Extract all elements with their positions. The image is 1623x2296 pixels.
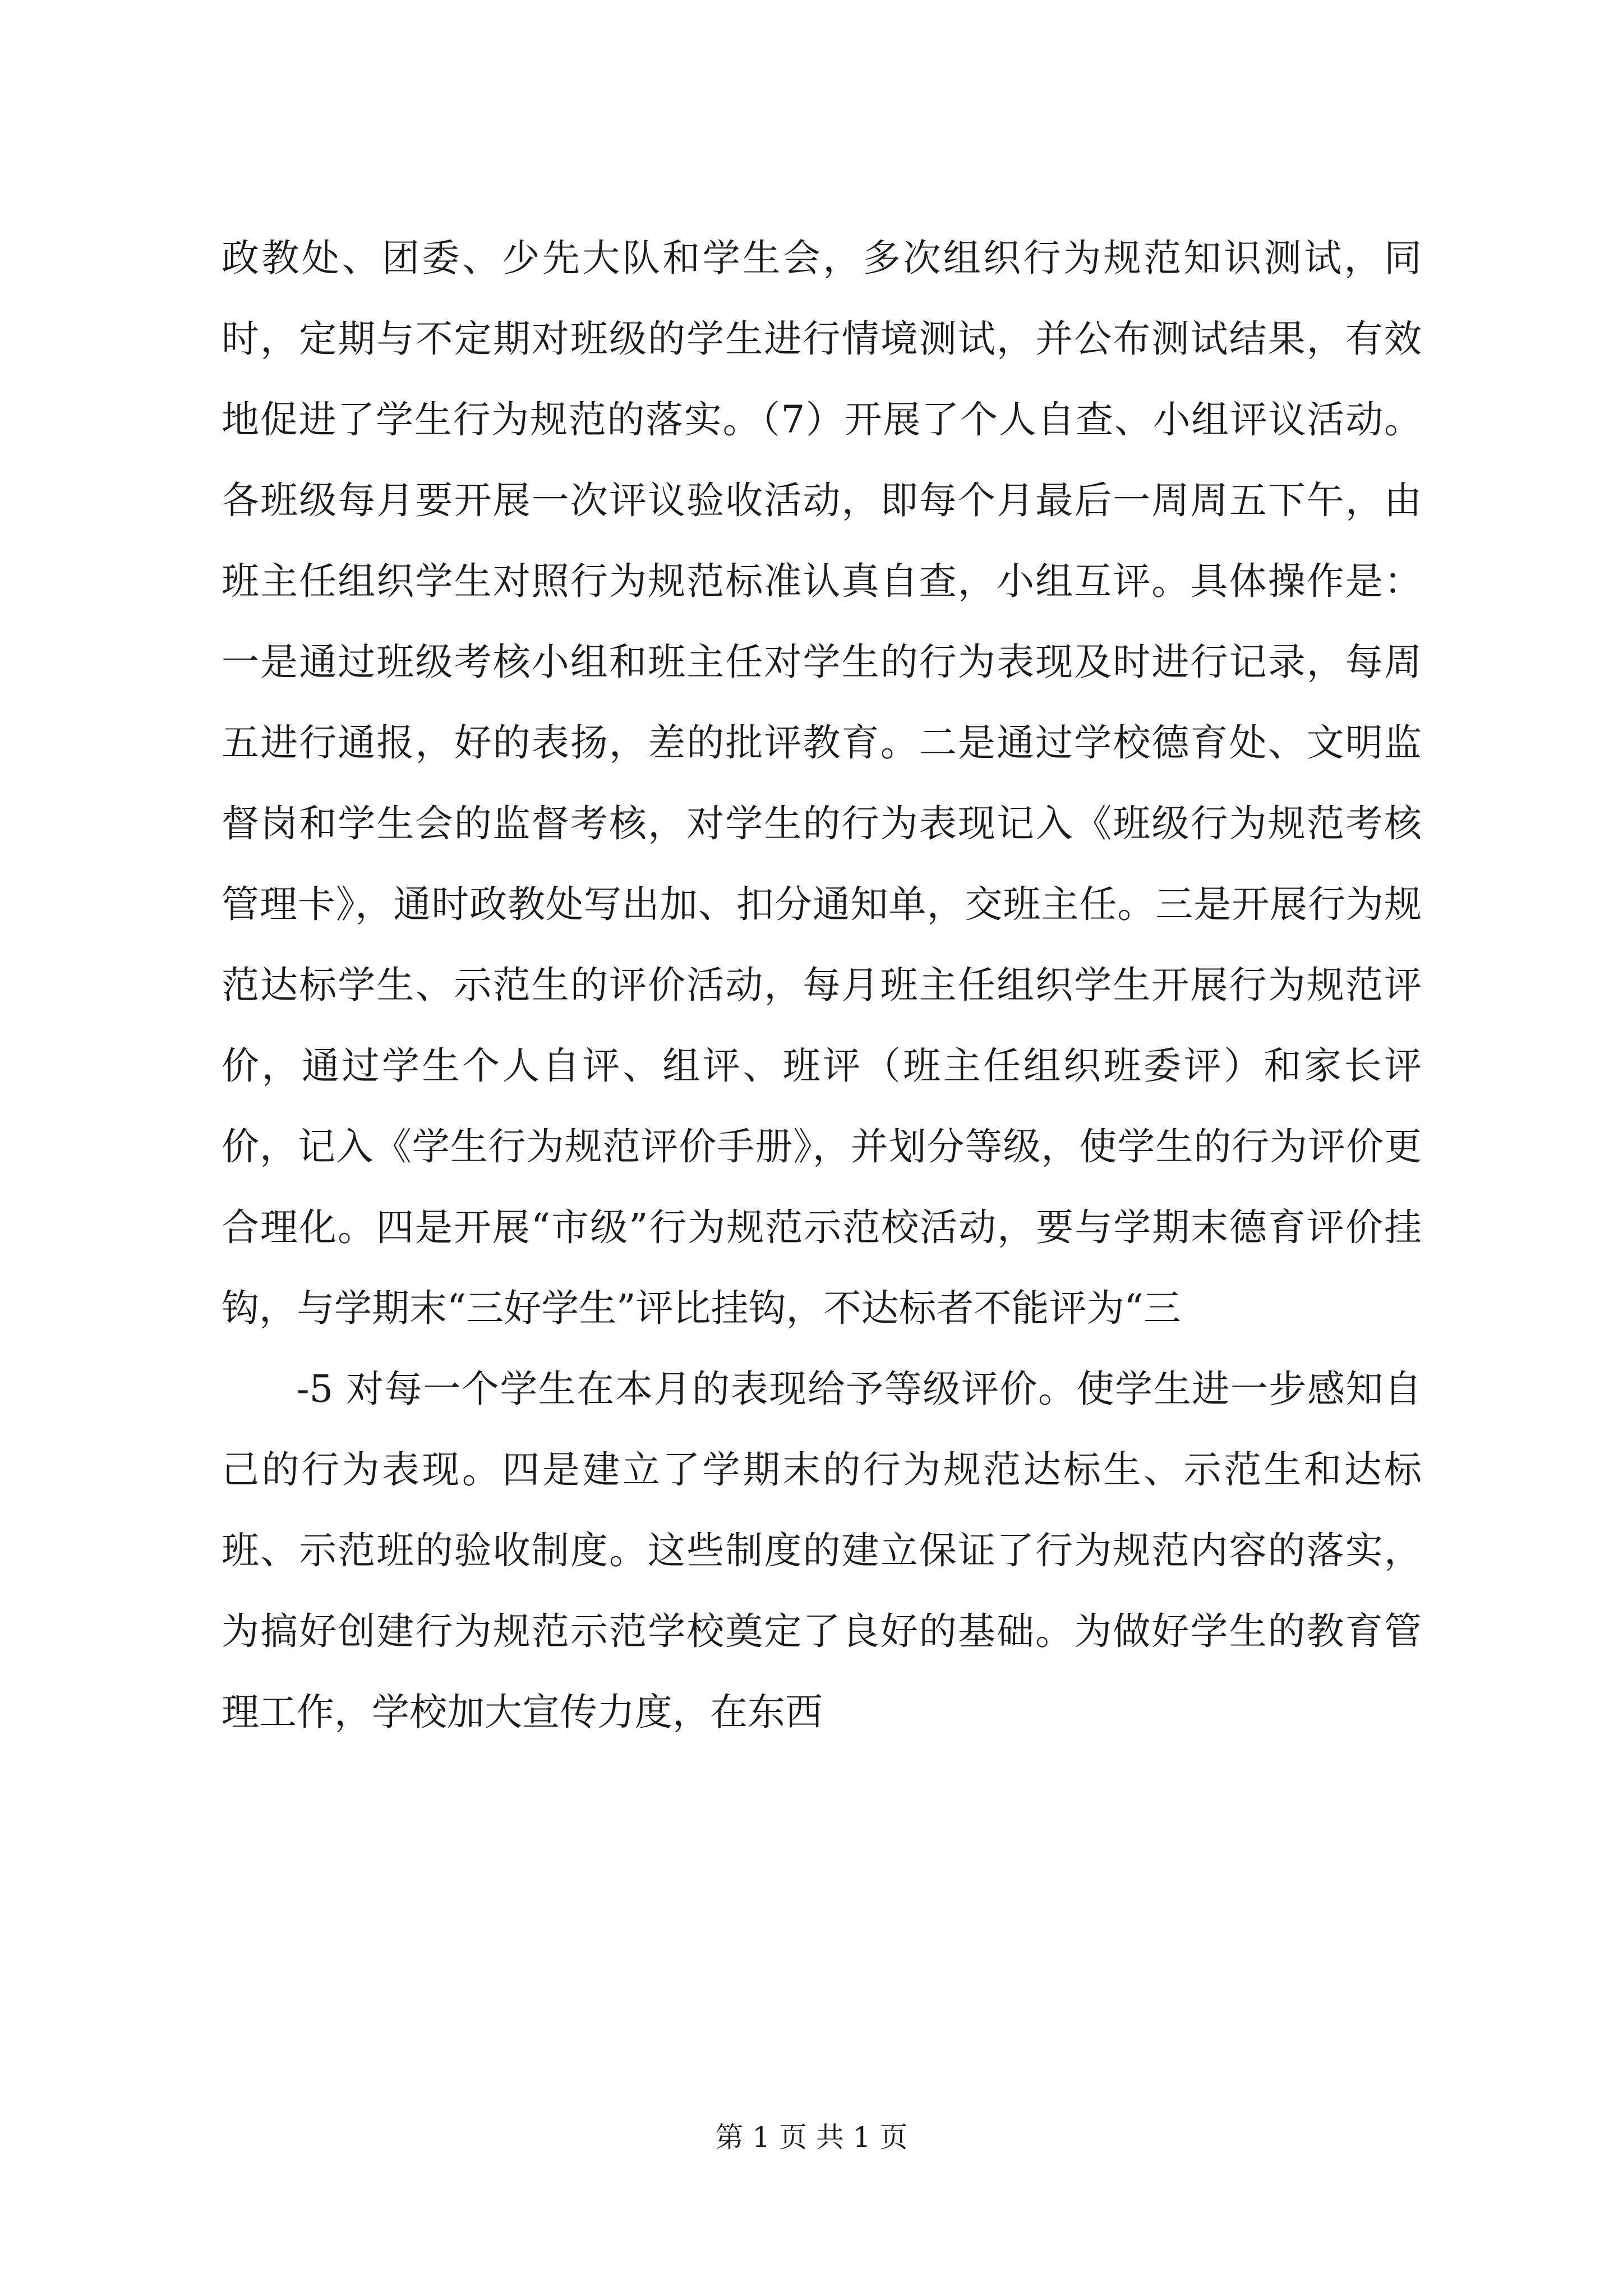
paragraph-1: 政教处、团委、少先大队和学生会，多次组织行为规范知识测试，同时，定期与不定期对班级的学生进行情境测试，并公布测试结果，有效地促进了学生行为规范的落实。（7）开展了个人自查、小组评议活动。各班级每月要开展一次评议验收活动，即每个月最后一周周五下午，由班主任组织学生对照行为规范标准认真自查，小组互评。具体操作是：一是通过班级考核小组和班主任对学生的行为表现及时进行记录，每周五进行通报，好的表扬，差的批评教育。二是通过学校德育处、文明监督岗和学生会的监督考核，对学生的行为表现记入《班级行为规范考核管理卡》，通时政教处写出加、扣分通知单，交班主任。三是开展行为规范达标学生、示范生的评价活动，每月班主任组织学生开展行为规范评价，通过学生个人自评、组评、班评（班主任组织班委评）和家长评价，记入《学生行为规范评价手册》，并划分等级，使学生的行为评价更合理化。四是开展“市级”行为规范示范校活动，要与学期末德育评价挂钩，与学期末“三好学生”评比挂钩，不达标者不能评为“三 [222,236,1422,1330]
page-number-footer: 第 1 页 共 1 页 [715,2121,908,2154]
paragraph-2: -5 对每一个学生在本月的表现给予等级评价。使学生进一步感知自己的行为表现。四是建立了学期末的行为规范达标生、示范生和达标班、示范班的验收制度。这些制度的建立保证了行为规范内容的落实，为搞好创建行为规范示范学校奠定了良好的基础。为做好学生的教育管理工作，学校加大宣传力度，在东西 [222,1367,1422,1734]
document-body [222,218,1422,1752]
